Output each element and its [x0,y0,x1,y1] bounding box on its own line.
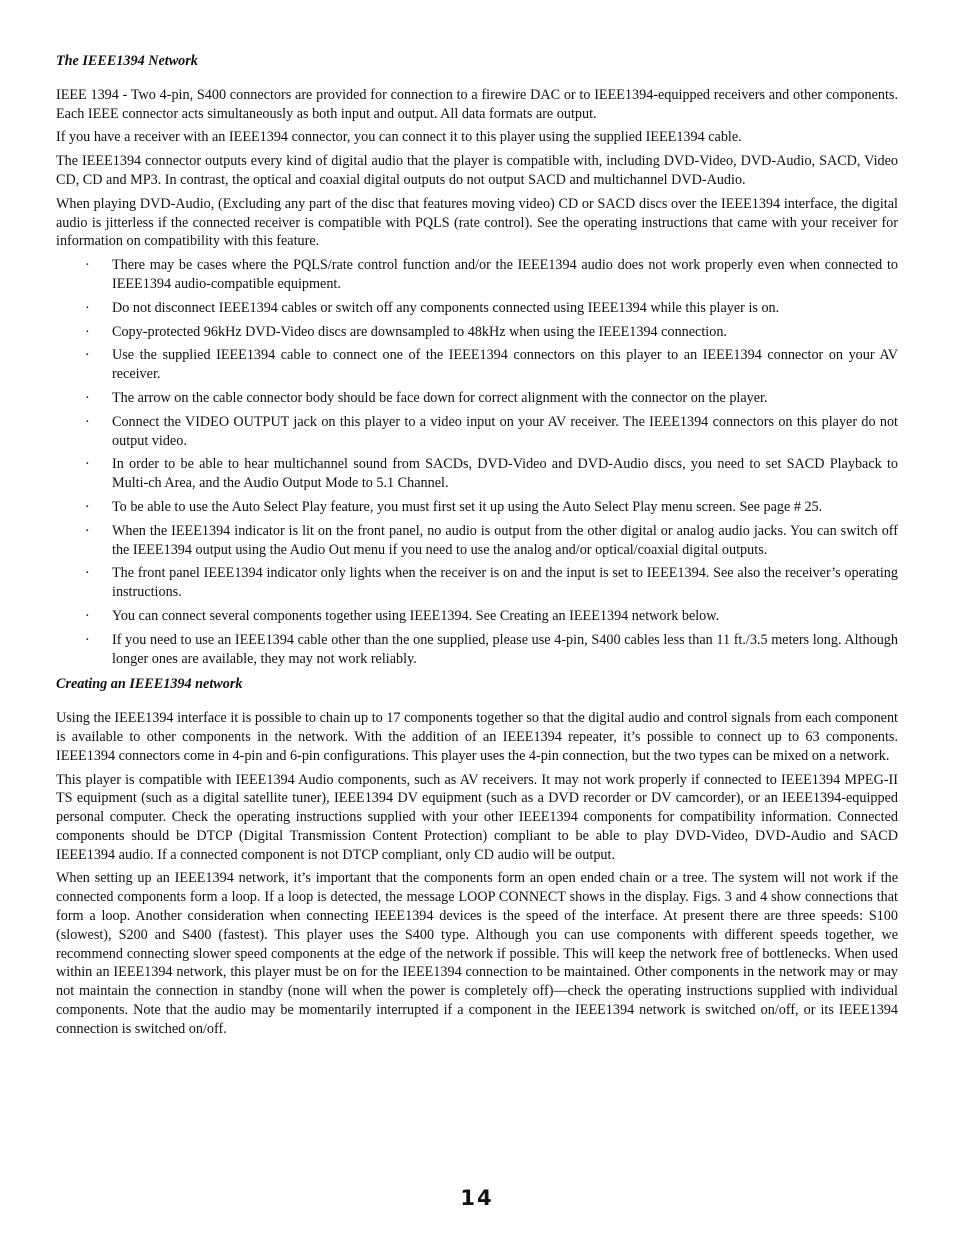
paragraph: When playing DVD-Audio, (Excluding any part of the disc that features moving video) CD or SACD discs over the IEEE1394 interface, the digital audio is jitterless if the connected receiver is compatible with PQLS (rate control). See the operating instructions that came with your receiver for information on compatibility with this feature. [56,195,898,250]
bullet-text: Connect the VIDEO OUTPUT jack on this player to a video input on your AV receiver. The IEEE1394 connectors on this player do not output video. [112,413,898,449]
bullet-item [56,522,898,560]
bullet-icon: · [85,607,90,624]
bullet-item [56,564,898,602]
paragraph: When setting up an IEEE1394 network, it’s important that the components form an open ended chain or a tree. The system will not work if the connected components form a loop. If a loop is detected, the message LOOP CONNECT shows in the display. Figs. 3 and 4 show connections that form a loop. Another consideration when connecting IEEE1394 devices is the speed of the interface. At present there are three speeds: S100 (slowest), S200 and S400 (fastest). This player uses the S400 type. Although you can use components with different speeds together, we recommend connecting slower speed components at the edge of the network if possible. This will keep the network free of bottlenecks. When used within an IEEE1394 network, this player must be on for the IEEE1394 connection to be maintained. Other components in the network may or may not maintain the connection in standby (none will when the power is completely off)—check the operating instructions supplied with individual components. Note that the audio may be momentarily interrupted if a component in the IEEE1394 network is switched on/off, or its IEEE1394 connection is switched on/off. [56,870,898,1037]
bullet-item [56,389,898,408]
paragraph: If you have a receiver with an IEEE1394 connector, you can connect it to this player using the supplied IEEE1394 cable. [56,129,742,146]
bullet-icon: · [85,565,90,582]
bullet-text: If you need to use an IEEE1394 cable other than the one supplied, please use 4-pin, S400 cables less than 11 ft./3.5 meters long. Although longer ones are available, they may not work reliably. [112,631,898,667]
bullet-item [56,323,898,342]
bullet-item [56,498,898,517]
paragraph: The IEEE1394 connector outputs every kind of digital audio that the player is compatible with, including DVD-Video, DVD-Audio, SACD, Video CD, CD and MP3. In contrast, the optical and coaxial digital outputs do not output SACD and multichannel DVD-Audio. [56,153,898,188]
bullet-icon: · [85,323,90,340]
page-number: 14 [460,1186,494,1210]
section-heading-creating-network: Creating an IEEE1394 network [56,676,243,693]
bullet-icon: · [85,522,90,539]
bullet-text: The arrow on the cable connector body should be face down for correct alignment with the connector on the player. [112,389,768,406]
bullet-text: Copy-protected 96kHz DVD-Video discs are downsampled to 48kHz when using the IEEE1394 connection. [112,323,727,340]
paragraph: Using the IEEE1394 interface it is possible to chain up to 17 components together so that the digital audio and control signals from each component is available to other components in the network. With the addition of an IEEE1394 repeater, it’s possible to connect up to 63 components. IEEE1394 connectors come in 4-pin and 6-pin configurations. This player uses the 4-pin connection, but the two types can be mixed on a network. [56,710,898,764]
bullet-text: To be able to use the Auto Select Play feature, you must first set it up using the Auto Select Play menu screen. See page # 25. [112,498,823,515]
paragraph: IEEE 1394 - Two 4-pin, S400 connectors are provided for connection to a firewire DAC or to IEEE1394-equipped receivers and other components. Each IEEE connector acts simultaneously as both input and output. All data formats are output. [56,86,898,122]
bullet-item [56,607,898,626]
bullet-icon: · [85,498,90,515]
bullet-text: Do not disconnect IEEE1394 cables or switch off any components connected using IEEE1394 while this player is on. [112,299,780,316]
bullet-item [56,631,898,669]
document-page [56,48,898,1044]
bullet-text: The front panel IEEE1394 indicator only lights when the receiver is on and the input is set to IEEE1394. See also the receiver’s operating instructions. [112,565,898,601]
bullet-text: There may be cases where the PQLS/rate control function and/or the IEEE1394 audio does not work properly even when connected to IEEE1394 audio-compatible equipment. [112,257,898,292]
bullet-icon: · [85,631,90,648]
bullet-text: Use the supplied IEEE1394 cable to connect one of the IEEE1394 connectors on this player to an IEEE1394 connector on your AV receiver. [112,347,898,383]
bullet-icon: · [85,456,90,473]
bullet-text: You can connect several components together using IEEE1394. See Creating an IEEE1394 network below. [112,607,720,624]
bullet-text: When the IEEE1394 indicator is lit on the front panel, no audio is output from the other digital or analog audio jacks. You can switch off the IEEE1394 output using the Audio Out menu if you need to use the analog and/or optical/coaxial digital outputs. [112,522,898,558]
notes-bullet-list [56,256,898,668]
paragraph: This player is compatible with IEEE1394 Audio components, such as AV receivers. It may not work properly if connected to IEEE1394 MPEG-II TS equipment (such as a digital satellite tuner), IEEE1394 DV equipment (such as a DVD recorder or DV camcorder), or an IEEE1394-equipped personal computer. Check the operating instructions supplied with your other IEEE1394 components for compatibility information. Connected components should be DTCP (Digital Transmission Content Protection) compliant to be able to play DVD-Video, DVD-Audio and SACD IEEE1394 audio. If a connected component is not DTCP compliant, only CD audio will be output. [56,771,898,863]
bullet-icon: · [85,413,90,430]
bullet-icon: · [85,389,90,406]
bullet-item [56,455,898,493]
section-heading-ieee1394-network: The IEEE1394 Network [56,53,198,69]
bullet-item [56,346,898,384]
bullet-icon: · [85,257,90,274]
bullet-item [56,299,898,318]
bullet-item [56,413,898,451]
bullet-item [56,256,898,294]
bullet-icon: · [85,299,90,316]
bullet-text: In order to be able to hear multichannel sound from SACDs, DVD-Video and DVD-Audio discs, you need to set SACD Playback to Multi-ch Area, and the Audio Output Mode to 5.1 Channel. [112,456,898,492]
bullet-icon: · [85,347,90,364]
